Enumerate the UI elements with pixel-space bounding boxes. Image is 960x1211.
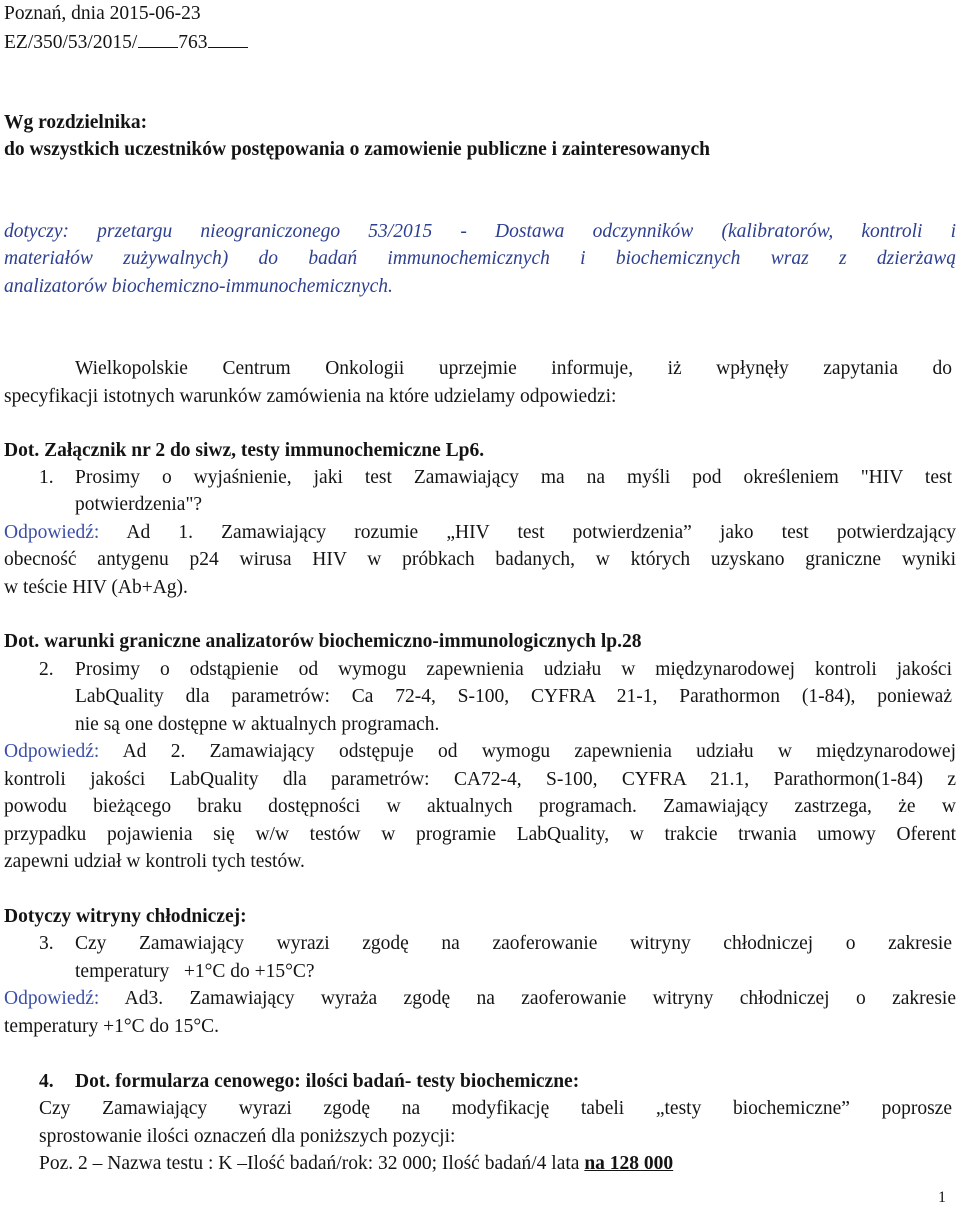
section1-answer-line-3: w teście HIV (Ab+Ag).: [4, 577, 188, 598]
answer-label: Odpowiedź:: [4, 741, 100, 762]
section1-answer-line-1: [4, 519, 956, 546]
section2-answer-line-4: przypadku pojawienia się w/w testów w programie LabQuality, w trakcie trwania umowy Oferent: [4, 824, 956, 845]
section4-line-2: sprostowanie ilości oznaczeń dla poniższych pozycji:: [39, 1126, 456, 1147]
section4-line-3-text: Poz. 2 – Nazwa testu : K –Ilość badań/rok: 32 000; Ilość badań/4 lata: [39, 1153, 585, 1174]
recipients-line: do wszystkich uczestników postępowania o zamowienie publiczne i zainteresowanych: [4, 139, 710, 160]
section3-question-line-2: temperatury +1°C do +15°C?: [75, 961, 315, 982]
answer-label: Odpowiedź:: [4, 522, 100, 543]
section4-line-1: Czy Zamawiający wyrazi zgodę na modyfikację tabeli „testy biochemiczne” poprosze: [39, 1098, 952, 1119]
section2-question-line-3: nie są one dostępne w aktualnych programach.: [75, 714, 440, 735]
reference-blank-line: [138, 28, 178, 48]
section2-question-line-2: LabQuality dla parametrów: Ca 72-4, S-100, CYFRA 21-1, Parathormon (1-84), ponieważ: [75, 686, 952, 707]
page-number: 1: [938, 1189, 946, 1206]
intro-line-2: specyfikacji istotnych warunków zamówienia na które udzielamy odpowiedzi:: [4, 386, 617, 407]
reference-blank-line-end: [208, 28, 248, 48]
section2-question-number: 2.: [39, 659, 54, 680]
section1-heading: Dot. Załącznik nr 2 do siwz, testy immunochemiczne Lp6.: [4, 440, 485, 461]
section3-question-number: 3.: [39, 933, 54, 954]
section4-number: 4.: [39, 1071, 54, 1092]
section4-line-3: [39, 1150, 673, 1177]
section3-answer-line-2: temperatury +1°C do 15°C.: [4, 1016, 220, 1037]
subject-line-2: materiałów zużywalnych) do badań immunochemicznych i biochemicznych wraz z dzierżawą: [4, 248, 956, 269]
section1-question-line-1: Prosimy o wyjaśnienie, jaki test Zamawiający ma na myśli pod określeniem "HIV test: [75, 467, 952, 488]
reference-number: [4, 28, 248, 56]
section2-answer-text: Ad 2. Zamawiający odstępuje od wymogu zapewnienia udziału w międzynarodowej: [122, 741, 956, 762]
section3-answer-text: Ad3. Zamawiający wyraża zgodę na zaoferowanie witryny chłodniczej o zakresie: [124, 988, 956, 1009]
section1-answer-text: Ad 1. Zamawiający rozumie „HIV test potwierdzenia” jako test potwierdzający: [126, 522, 956, 543]
section3-heading: Dotyczy witryny chłodniczej:: [4, 906, 247, 927]
recipients-label: Wg rozdzielnika:: [4, 112, 148, 133]
intro-line-1: Wielkopolskie Centrum Onkologii uprzejmie informuje, iż wpłynęły zapytania do: [75, 358, 952, 379]
section4-line-3-emphasis: na 128 000: [584, 1153, 674, 1174]
reference-serial: 763: [178, 32, 208, 53]
section2-answer-line-2: kontroli jakości LabQuality dla parametrów: CA72-4, S-100, CYFRA 21.1, Parathormon(1-84) z: [4, 769, 956, 790]
section1-answer-line-2: obecność antygenu p24 wirusa HIV w próbkach badanych, w których uzyskano graniczne wyniki: [4, 549, 956, 570]
reference-prefix: EZ/350/53/2015/: [4, 32, 138, 53]
subject-line-1: dotyczy: przetargu nieograniczonego 53/2015 - Dostawa odczynników (kalibratorów, kontroli i: [4, 221, 956, 242]
section2-question-line-1: Prosimy o odstąpienie od wymogu zapewnienia udziału w międzynarodowej kontroli jakości: [75, 659, 952, 680]
section2-answer-line-5: zapewni udział w kontroli tych testów.: [4, 851, 305, 872]
section4-heading: Dot. formularza cenowego: ilości badań- testy biochemiczne:: [75, 1071, 580, 1092]
section2-answer-line-3: powodu bieżącego braku dostępności w aktualnych programach. Zamawiający zastrzega, że w: [4, 796, 956, 817]
section3-question-line-1: Czy Zamawiający wyrazi zgodę na zaoferowanie witryny chłodniczej o zakresie: [75, 933, 952, 954]
section1-question-number: 1.: [39, 467, 54, 488]
section3-answer-line-1: [4, 985, 956, 1012]
section1-question-line-2: potwierdzenia"?: [75, 494, 203, 515]
section2-answer-line-1: [4, 738, 956, 765]
subject-line-3: analizatorów biochemiczno-immunochemicznych.: [4, 276, 393, 297]
answer-label: Odpowiedź:: [4, 988, 100, 1009]
place-date: Poznań, dnia 2015-06-23: [4, 3, 201, 24]
section2-heading: Dot. warunki graniczne analizatorów biochemiczno-immunologicznych lp.28: [4, 631, 642, 652]
